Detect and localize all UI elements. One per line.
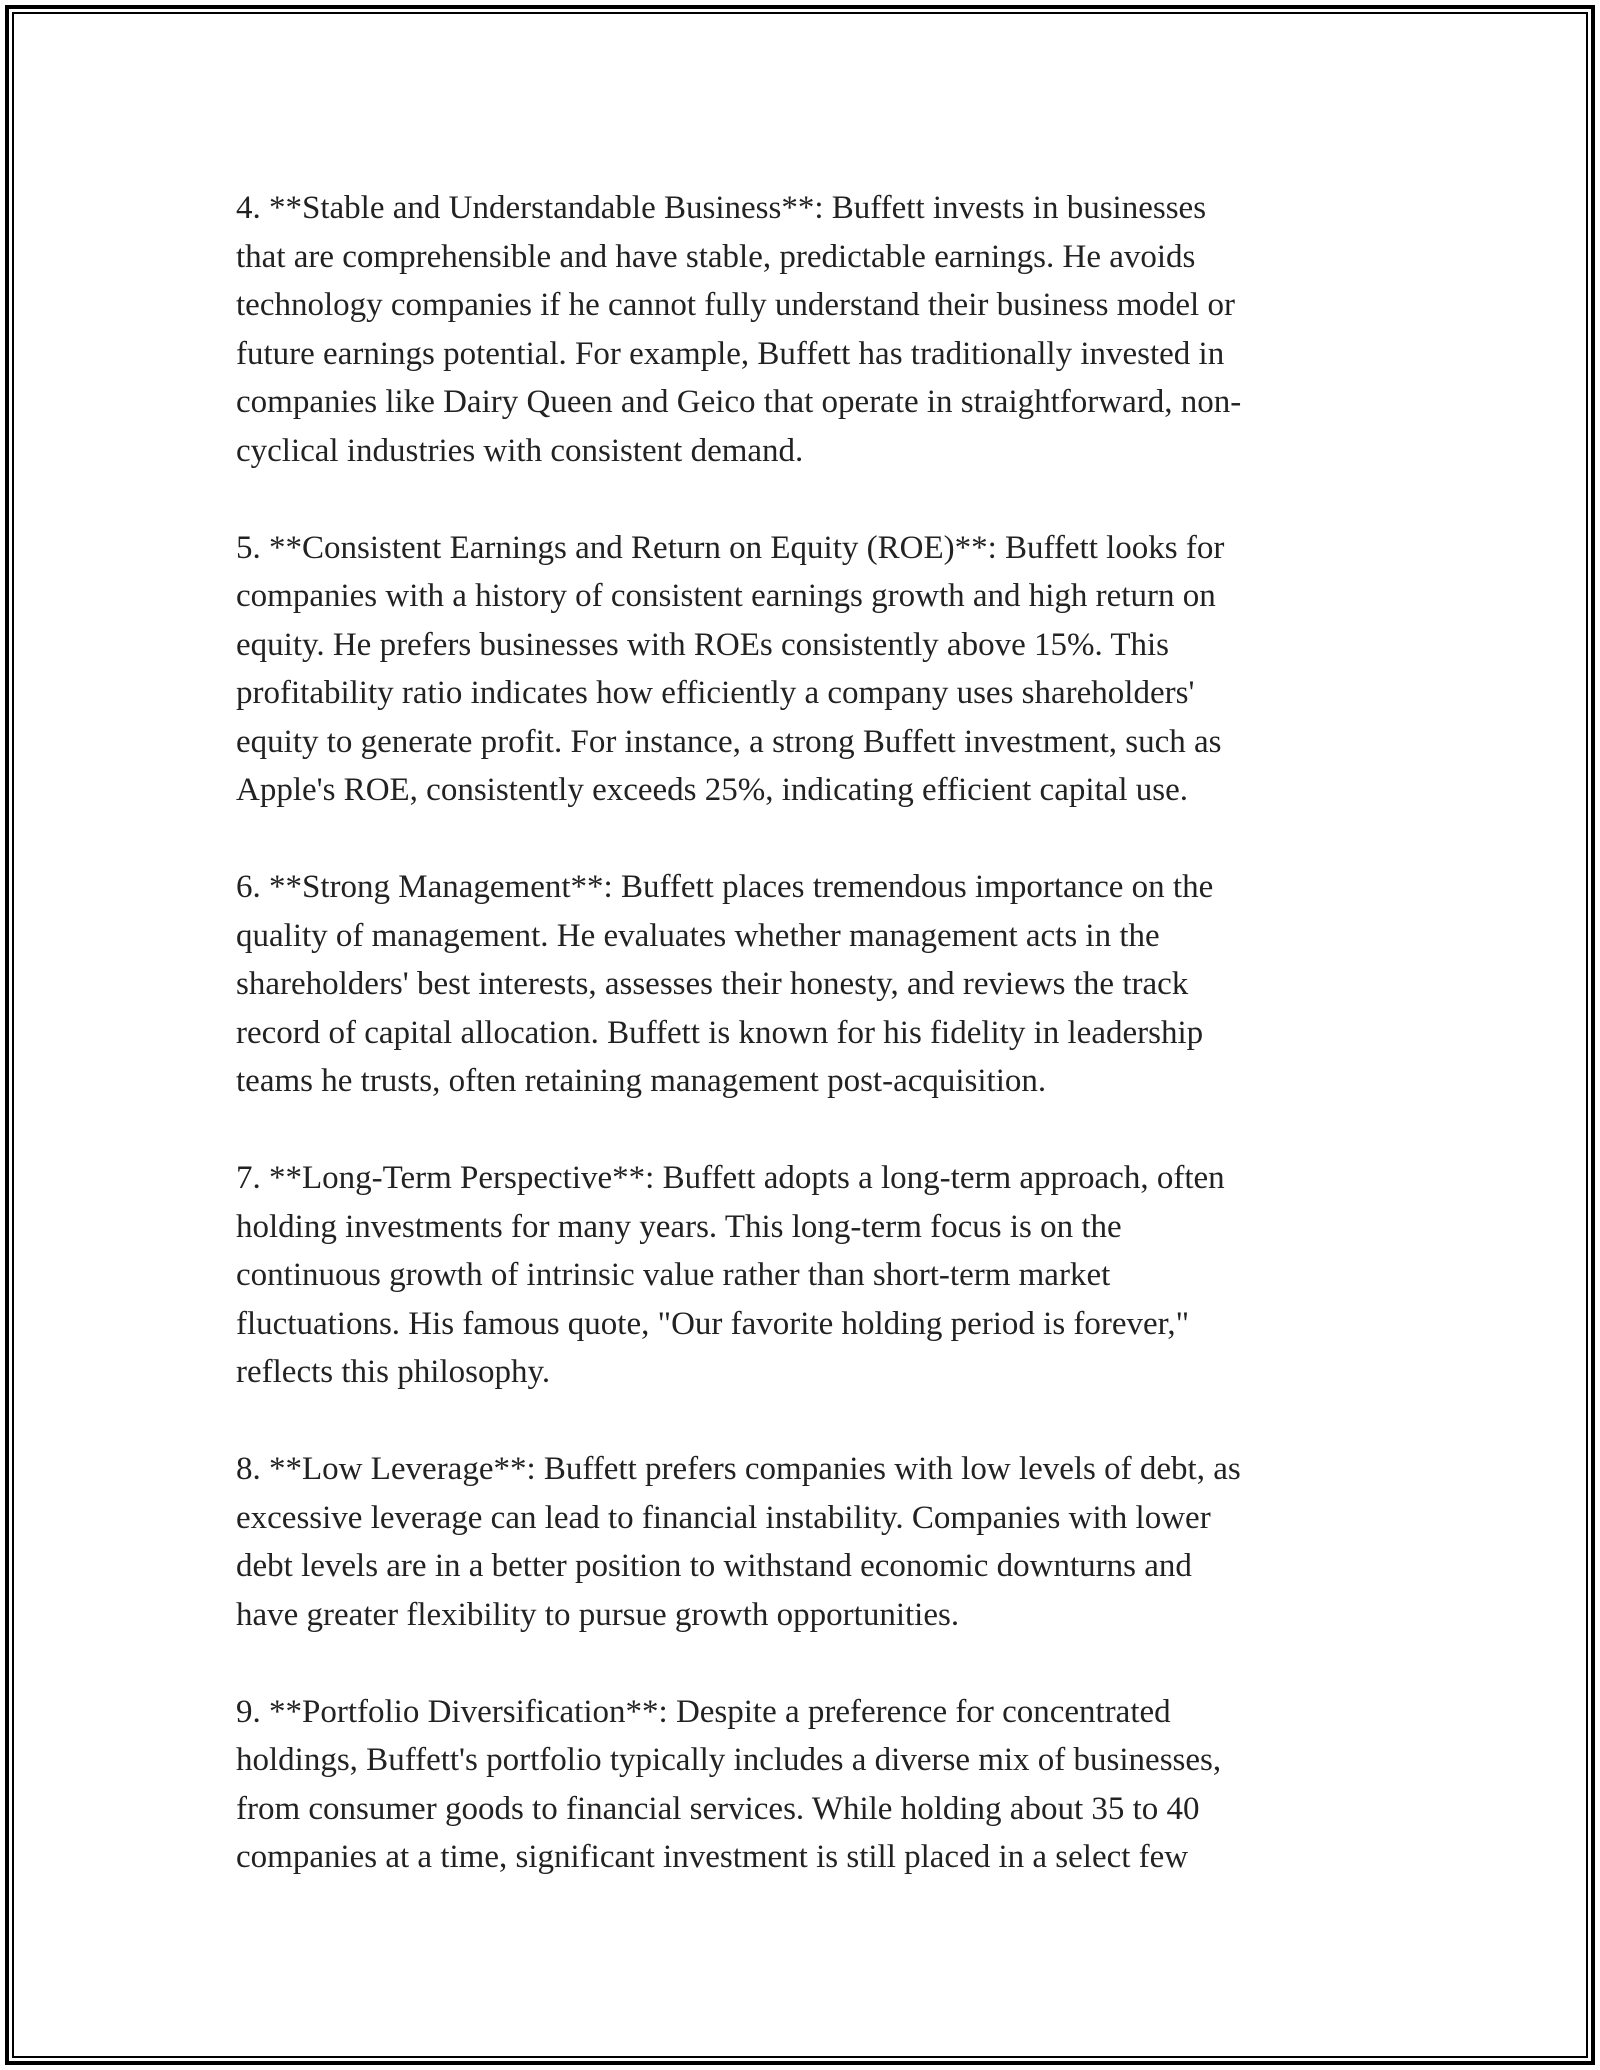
text-line: from consumer goods to financial services. While holding about 35 to 40 (236, 1790, 1200, 1827)
text-line: 9. **Portfolio Diversification**: Despite a preference for concentrated (236, 1693, 1171, 1730)
text-line: 8. **Low Leverage**: Buffett prefers companies with low levels of debt, as (236, 1451, 1241, 1487)
text-line: reflects this philosophy. (236, 1354, 551, 1390)
text-line: debt levels are in a better position to withstand economic downturns and (236, 1548, 1192, 1584)
paragraph-long-term (236, 1154, 1376, 1397)
paragraph-portfolio-diversification (236, 1688, 1376, 1882)
text-line: continuous growth of intrinsic value rather than short-term market (236, 1257, 1111, 1293)
text-line: quality of management. He evaluates whether management acts in the (236, 917, 1160, 954)
text-line: Apple's ROE, consistently exceeds 25%, indicating efficient capital use. (236, 772, 1188, 808)
text-line: companies like Dairy Queen and Geico that operate in straightforward, non- (236, 384, 1242, 420)
text-line: companies with a history of consistent earnings growth and high return on (236, 578, 1216, 614)
text-line: excessive leverage can lead to financial instability. Companies with lower (236, 1499, 1211, 1536)
text-line: profitability ratio indicates how efficiently a company uses shareholders' (236, 675, 1195, 711)
text-line: have greater flexibility to pursue growth opportunities. (236, 1596, 960, 1633)
text-line: that are comprehensible and have stable, predictable earnings. He avoids (236, 238, 1196, 275)
text-line: record of capital allocation. Buffett is known for his fidelity in leadership (236, 1014, 1204, 1051)
text-line: equity. He prefers businesses with ROEs consistently above 15%. This (236, 626, 1170, 663)
text-line: technology companies if he cannot fully understand their business model or (236, 287, 1235, 323)
text-line: teams he trusts, often retaining management post-acquisition. (236, 1063, 1047, 1099)
text-line: 6. **Strong Management**: Buffett places tremendous importance on the (236, 869, 1214, 905)
text-line: cyclical industries with consistent demand. (236, 432, 804, 469)
document-body (236, 184, 1376, 1930)
paragraph-low-leverage (236, 1445, 1376, 1639)
paragraph-stable-business (236, 184, 1376, 475)
text-line: 7. **Long-Term Perspective**: Buffett adopts a long-term approach, often (236, 1160, 1225, 1196)
text-line: fluctuations. His famous quote, "Our favorite holding period is forever," (236, 1305, 1190, 1342)
text-line: shareholders' best interests, assesses their honesty, and reviews the track (236, 966, 1189, 1002)
paragraph-consistent-earnings (236, 524, 1376, 815)
text-line: holdings, Buffett's portfolio typically includes a diverse mix of businesses, (236, 1742, 1222, 1778)
text-line: holding investments for many years. This long-term focus is on the (236, 1208, 1122, 1245)
text-line: equity to generate profit. For instance, a strong Buffett investment, such as (236, 723, 1222, 760)
text-line: 5. **Consistent Earnings and Return on Equity (ROE)**: Buffett looks for (236, 529, 1225, 566)
text-line: companies at a time, significant investment is still placed in a select few (236, 1839, 1189, 1875)
text-line: 4. **Stable and Understandable Business**: Buffett invests in businesses (236, 190, 1207, 226)
paragraph-strong-management (236, 863, 1376, 1106)
text-line: future earnings potential. For example, Buffett has traditionally invested in (236, 335, 1225, 372)
